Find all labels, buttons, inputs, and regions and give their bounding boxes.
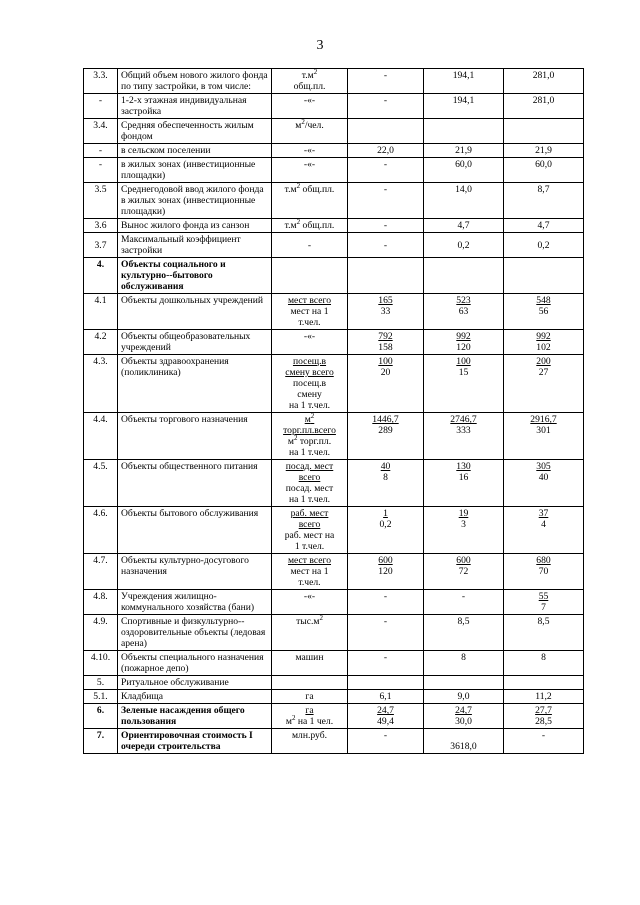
indicator-name: Объекты общественного питания [118,460,272,507]
unit-line: млн.руб. [291,730,327,741]
value-estimated [504,144,584,158]
unit-line: $т.м^2$ общ.пл. [284,181,335,195]
table-row [84,144,584,158]
value-line: - [383,591,388,602]
value-line: 992 [456,331,471,342]
table-row [84,676,584,690]
unit-line: мест на 1 [290,306,329,317]
value-first-stage [424,330,504,355]
value-line: 28,5 [535,716,552,727]
value-first-stage [424,554,504,590]
value-estimated [504,615,584,651]
row-number: 3.7 [84,233,118,258]
indicator-name: Объекты дошкольных учреждений [118,294,272,330]
value-estimated [504,460,584,507]
value-first-stage [424,651,504,676]
table-row [84,590,584,615]
table-row [84,69,584,94]
value-estimated [504,413,584,460]
value-line: 9,0 [457,691,470,702]
value-first-stage [424,258,504,294]
value-line: 49,4 [377,716,394,727]
unit-of-measure [272,69,348,94]
unit-line: посещ.в [292,356,327,367]
value-line: 3 [461,519,466,530]
unit-line: т.чел. [298,577,321,588]
unit-of-measure [272,590,348,615]
value-first-stage [424,704,504,729]
unit-line: $м^2$/чел. [295,117,324,131]
value-line: 680 [536,555,551,566]
indicator-name: Максимальный коэффициент застройки [118,233,272,258]
value-line: 600 [378,555,393,566]
row-number: 4.10. [84,651,118,676]
value-line: 4,7 [457,220,470,231]
value-existing [348,233,424,258]
value-line: 15 [458,367,469,378]
row-number: 3.3. [84,69,118,94]
value-existing [348,554,424,590]
row-number: 4.1 [84,294,118,330]
value-line: 55 [538,591,549,602]
unit-line: на 1 т.чел. [288,447,331,458]
page-number: 3 [316,38,324,53]
value-line: 194,1 [452,95,475,106]
value-line: 333 [456,425,471,436]
value-line: 0,2 [457,239,470,251]
unit-line: раб. мест [290,508,329,519]
value-line: 301 [536,425,551,436]
indicator-name: в жилых зонах (инвестиционные площадки) [118,158,272,183]
value-line: 21,9 [535,145,552,156]
value-line: - [383,730,388,741]
value-line: - [383,220,388,231]
table-row [84,729,584,754]
value-existing [348,183,424,219]
table-row [84,158,584,183]
value-line: 30,0 [455,716,472,727]
unit-of-measure [272,460,348,507]
unit-line: -«- [303,145,316,156]
indicator-name: Ритуальное обслуживание [118,676,272,690]
row-number: - [84,144,118,158]
value-first-stage [424,94,504,119]
unit-line: раб. мест на [284,530,335,541]
row-number: 6. [84,704,118,729]
value-first-stage [424,183,504,219]
value-first-stage [424,507,504,554]
value-first-stage [424,233,504,258]
value-line: 120 [378,566,393,577]
value-estimated [504,590,584,615]
value-first-stage [424,729,504,754]
unit-line: торг.пл.всего [283,425,336,436]
unit-line: смену [297,389,322,400]
value-line: - [383,70,388,81]
value-line: - [383,616,388,627]
value-line: - [461,591,466,602]
unit-line: всего [298,472,321,483]
value-line: 0,2 [379,519,392,530]
unit-of-measure [272,690,348,704]
table-row [84,554,584,590]
value-estimated [504,94,584,119]
value-line: 548 [536,295,551,306]
indicator-name: Учреждения жилищно-коммунального хозяйства (бани) [118,590,272,615]
value-line: 40 [538,472,549,483]
value-line: 194,1 [452,70,475,81]
table-row [84,413,584,460]
value-estimated [504,676,584,690]
indicator-name: Зеленые насаждения общего пользования [118,704,272,729]
unit-line: смену всего [285,367,334,378]
unit-of-measure [272,94,348,119]
table-row [84,355,584,413]
row-number: 3.4. [84,119,118,144]
value-line: 6,1 [379,691,392,702]
indicator-name: Общий объем нового жилого фонда по типу застройки, в том числе: [118,69,272,94]
unit-line: га [305,691,314,702]
value-first-stage [424,69,504,94]
row-number: 4.8. [84,590,118,615]
row-number: 4.9. [84,615,118,651]
unit-of-measure [272,119,348,144]
indicator-name: Средняя обеспеченность жилым фондом [118,119,272,144]
table-row [84,704,584,729]
row-number: 5. [84,676,118,690]
value-existing [348,590,424,615]
indicator-name: Ориентировочная стоимость I очереди строительства [118,729,272,754]
value-line: 8,5 [457,616,470,627]
indicator-name: Объекты социального и культурно--бытового обслуживания [118,258,272,294]
value-existing [348,651,424,676]
value-first-stage [424,413,504,460]
value-estimated [504,729,584,754]
indicator-name: Объекты общеобразовательных учреждений [118,330,272,355]
value-first-stage [424,690,504,704]
value-line: 60,0 [535,159,552,170]
table-row [84,183,584,219]
value-line: 56 [538,306,549,317]
table-row [84,219,584,233]
unit-line: т.чел. [298,317,321,328]
value-first-stage [424,460,504,507]
value-estimated [504,258,584,294]
value-line: - [383,159,388,170]
value-line: 22,0 [377,145,394,156]
value-existing [348,676,424,690]
row-number: 4.5. [84,460,118,507]
value-estimated [504,330,584,355]
value-estimated [504,158,584,183]
value-line: - [383,652,388,663]
value-estimated [504,233,584,258]
row-number: 4.2 [84,330,118,355]
unit-line: мест на 1 [290,566,329,577]
table-row [84,119,584,144]
value-line: 2916,7 [530,414,557,425]
unit-line: $м^2$ [304,411,315,425]
value-existing [348,460,424,507]
row-number: 5.1. [84,690,118,704]
unit-of-measure [272,413,348,460]
value-line: 281,0 [532,70,555,81]
row-number: 4.6. [84,507,118,554]
unit-line: посад. мест [285,483,334,494]
value-existing [348,219,424,233]
unit-line: $т.м^2$ [301,67,318,81]
unit-line: всего [298,519,321,530]
value-line: 289 [378,425,393,436]
value-line: - [383,184,388,195]
value-estimated [504,704,584,729]
value-line: 200 [536,356,551,367]
unit-line: общ.пл. [293,81,326,92]
value-existing [348,144,424,158]
value-first-stage [424,219,504,233]
value-line: 523 [456,295,471,306]
table-row [84,294,584,330]
indicator-name: Вынос жилого фонда из санзон [118,219,272,233]
value-line: 7 [541,602,546,613]
unit-line: 1 т.чел. [294,541,325,552]
unit-line: $м^2$ на 1 чел. [285,713,334,727]
row-number: 7. [84,729,118,754]
value-existing [348,704,424,729]
unit-of-measure [272,704,348,729]
value-line: 16 [458,472,469,483]
unit-line: на 1 т.чел. [288,494,331,505]
table-row [84,460,584,507]
unit-of-measure [272,554,348,590]
value-existing [348,330,424,355]
unit-line: мест всего [287,295,332,306]
value-line: 120 [456,342,471,353]
unit-of-measure [272,183,348,219]
unit-line: $м^2$ торг.пл. [287,433,332,447]
row-number: 4.7. [84,554,118,590]
value-line: - [541,730,546,741]
row-number: 4.4. [84,413,118,460]
unit-line: -«- [303,591,316,602]
value-estimated [504,355,584,413]
table-row [84,690,584,704]
value-first-stage [424,294,504,330]
value-line: 600 [456,555,471,566]
value-line: 8 [541,652,546,663]
unit-of-measure [272,676,348,690]
value-existing [348,355,424,413]
unit-of-measure [272,219,348,233]
indicators-table-body [84,69,584,754]
value-existing [348,690,424,704]
indicator-name: в сельском поселении [118,144,272,158]
value-line: 8 [461,652,466,663]
unit-of-measure [272,330,348,355]
indicator-name: Среднегодовой ввод жилого фонда в жилых зонах (инвестиционные площадки) [118,183,272,219]
indicator-name: Спортивные и физкультурно--оздоровительные объекты (ледовая арена) [118,615,272,651]
unit-line: посад. мест [285,461,334,472]
value-line: 20 [380,367,391,378]
value-line: 37 [538,508,549,519]
unit-line: - [307,239,312,251]
value-line: 40 [380,461,391,472]
value-first-stage [424,355,504,413]
value-line: 11,2 [535,691,552,702]
value-line: 165 [378,295,393,306]
value-line: 24,7 [377,705,394,716]
value-line: 4 [541,519,546,530]
value-line: 1 [383,508,388,519]
value-line: 27 [538,367,549,378]
table-row [84,94,584,119]
value-line: 3618,0 [450,741,477,752]
value-line: 130 [456,461,471,472]
value-estimated [504,294,584,330]
indicator-name: 1-2-х этажная индивидуальная застройка [118,94,272,119]
value-line: 72 [458,566,469,577]
value-estimated [504,554,584,590]
value-line: 0,2 [537,239,550,251]
unit-line: -«- [303,95,316,106]
unit-of-measure [272,615,348,651]
value-existing [348,69,424,94]
value-first-stage [424,144,504,158]
value-estimated [504,119,584,144]
unit-of-measure [272,651,348,676]
unit-line: га [305,705,314,716]
indicator-name: Объекты торгового назначения [118,413,272,460]
value-estimated [504,69,584,94]
unit-of-measure [272,729,348,754]
value-line: 281,0 [532,95,555,106]
value-existing [348,294,424,330]
indicator-name: Объекты бытового обслуживания [118,507,272,554]
unit-of-measure [272,294,348,330]
value-estimated [504,183,584,219]
indicator-name: Объекты здравоохранения (поликлиника) [118,355,272,413]
value-line: 102 [536,342,551,353]
value-line: 8,7 [537,184,550,195]
value-estimated [504,507,584,554]
indicator-name: Кладбища [118,690,272,704]
value-line: 792 [378,331,393,342]
row-number: 3.6 [84,219,118,233]
value-estimated [504,651,584,676]
indicator-name: Объекты специального назначения (пожарное депо) [118,651,272,676]
value-line: 2746,7 [450,414,477,425]
value-line: 8 [383,472,388,483]
value-line: 4,7 [537,220,550,231]
unit-of-measure [272,158,348,183]
table-row [84,651,584,676]
value-existing [348,94,424,119]
row-number: - [84,94,118,119]
value-line: 19 [458,508,469,519]
row-number: - [84,158,118,183]
value-first-stage [424,119,504,144]
unit-line: мест всего [287,555,332,566]
value-estimated [504,219,584,233]
value-line: 70 [538,566,549,577]
value-first-stage [424,158,504,183]
value-line: 27,7 [535,705,552,716]
unit-line: -«- [303,331,316,342]
value-line: - [383,239,388,251]
indicator-name: Объекты культурно-досугового назначения [118,554,272,590]
value-first-stage [424,676,504,690]
value-line: 100 [378,356,393,367]
unit-of-measure [272,233,348,258]
row-number: 4. [84,258,118,294]
value-first-stage [424,590,504,615]
value-line: 14,0 [455,184,472,195]
value-estimated [504,690,584,704]
value-first-stage [424,615,504,651]
value-line: 33 [380,306,391,317]
unit-line: посещ.в [292,378,327,389]
table-row [84,233,584,258]
value-line: 60,0 [455,159,472,170]
value-line: 992 [536,331,551,342]
row-number: 3.5 [84,183,118,219]
unit-of-measure [272,355,348,413]
value-line: 100 [456,356,471,367]
unit-of-measure [272,144,348,158]
value-existing [348,413,424,460]
unit-line: -«- [303,159,316,170]
value-line: 1446,7 [372,414,399,425]
value-existing [348,507,424,554]
table-row [84,330,584,355]
value-line: 24,7 [455,705,472,716]
table-row [84,258,584,294]
value-existing [348,158,424,183]
indicators-table [83,68,584,754]
value-line: 305 [536,461,551,472]
value-line: 8,5 [537,616,550,627]
value-existing [348,258,424,294]
row-number: 4.3. [84,355,118,413]
value-existing [348,119,424,144]
unit-of-measure [272,258,348,294]
unit-line: на 1 т.чел. [288,400,331,411]
value-line: 63 [458,306,469,317]
table-row [84,615,584,651]
value-line: - [383,95,388,106]
table-row [84,507,584,554]
unit-line: машин [295,652,324,663]
value-line: 21,9 [455,145,472,156]
unit-line: $т.м^2$ общ.пл. [284,217,335,231]
value-line: 158 [378,342,393,353]
unit-of-measure [272,507,348,554]
unit-line: $тыс.м^2$ [296,613,323,627]
value-existing [348,729,424,754]
value-existing [348,615,424,651]
